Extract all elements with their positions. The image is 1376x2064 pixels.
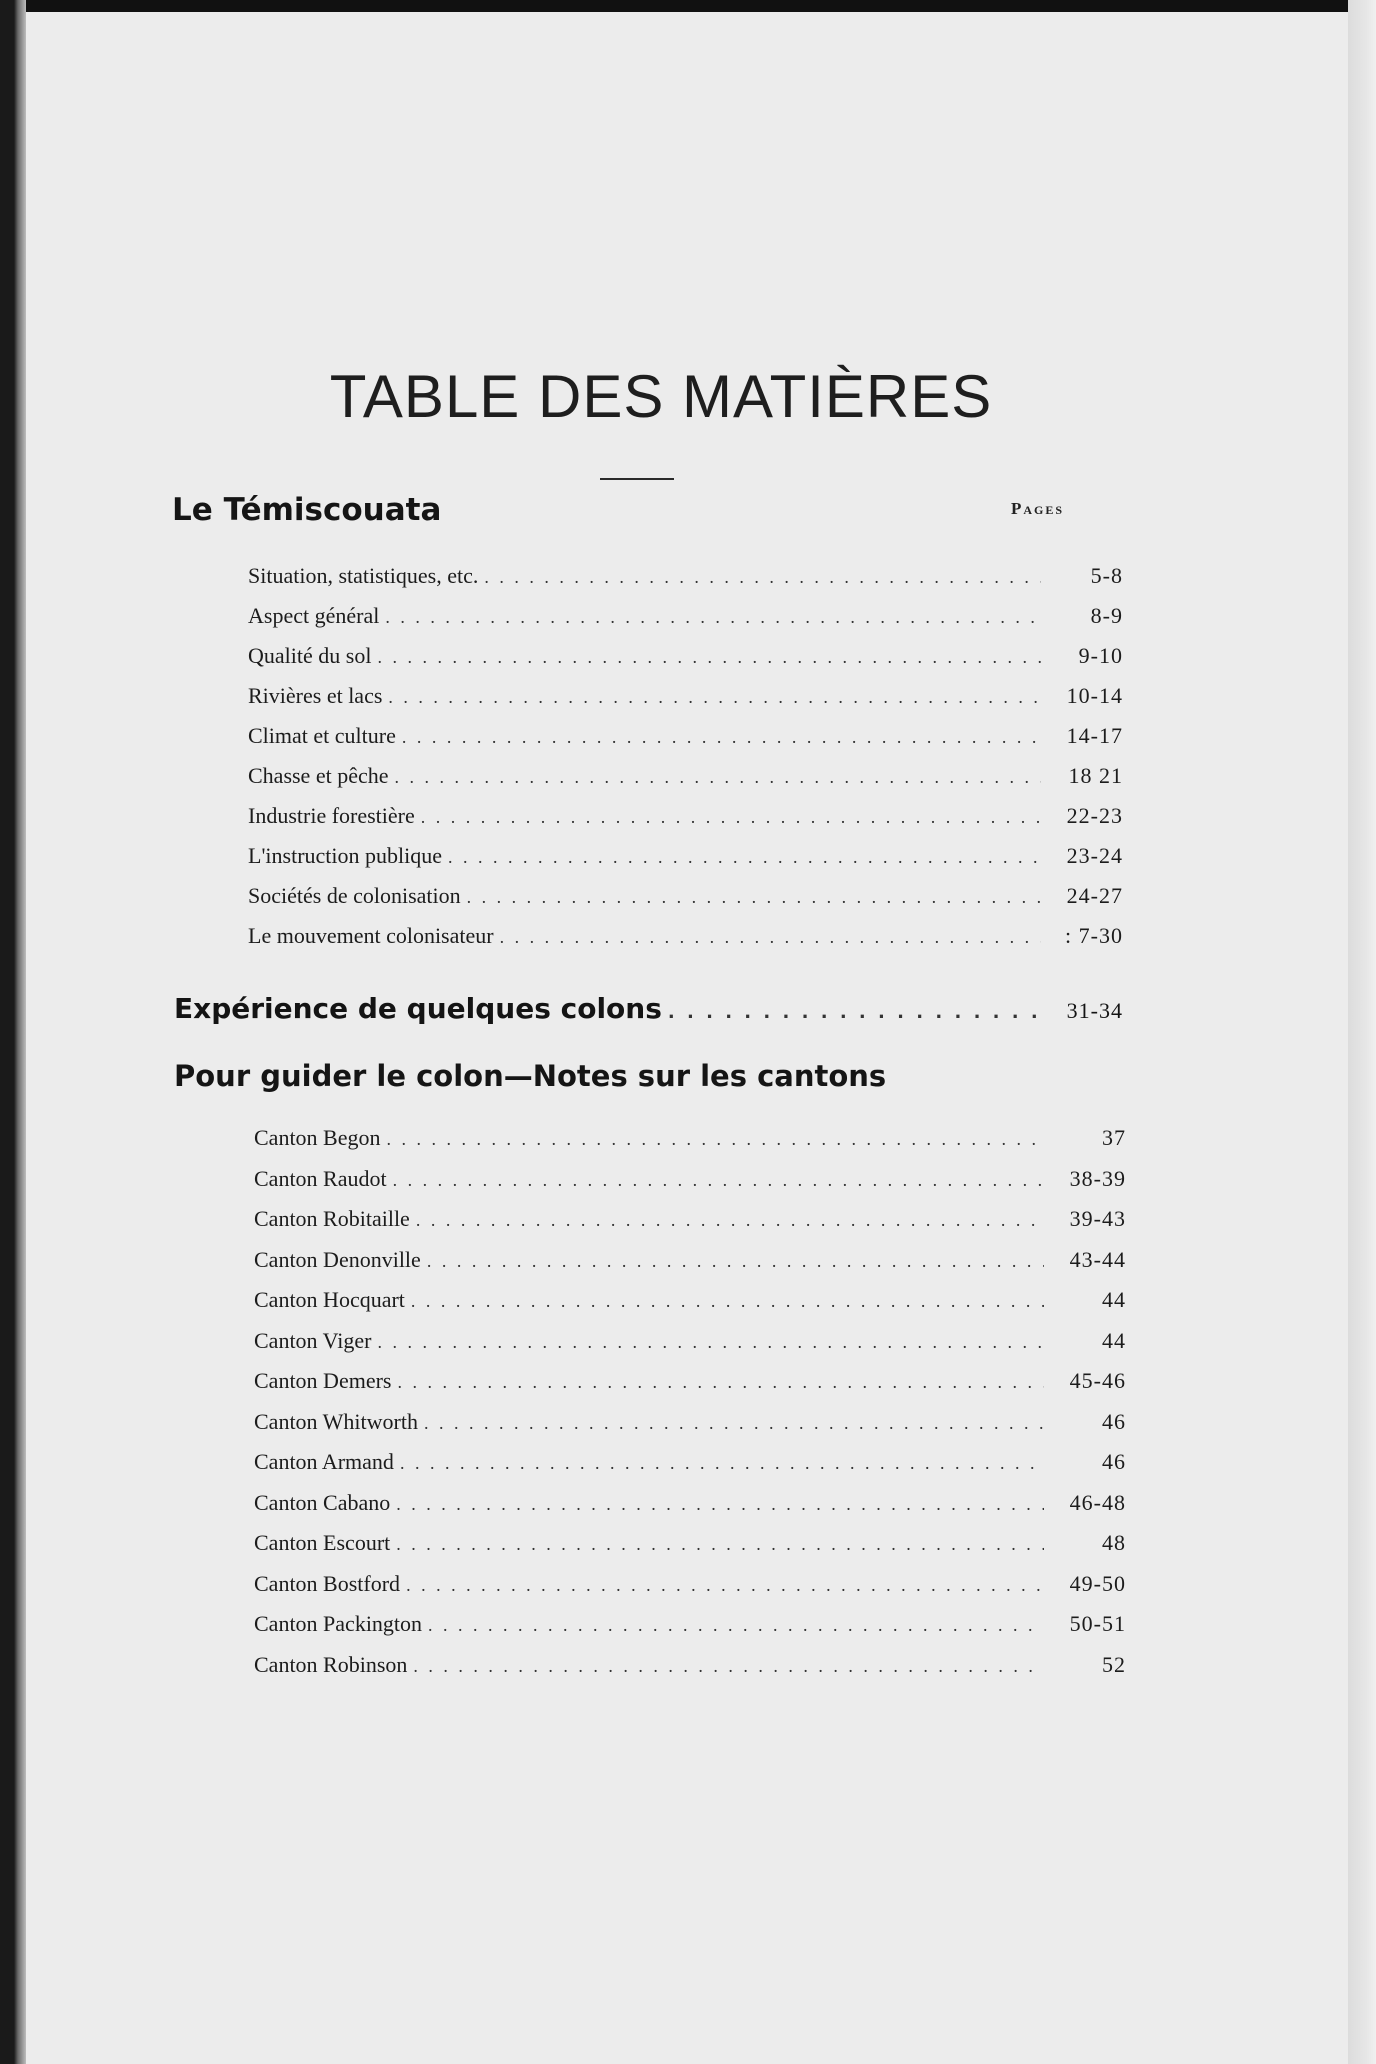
toc-entry (254, 1287, 1126, 1313)
dot-leader (448, 847, 1041, 868)
toc-entry-label: L'instruction publique (248, 843, 442, 868)
toc-entry-pages: 43-44 (1069, 1246, 1126, 1272)
dot-leader (385, 607, 1041, 628)
toc-entry-label: Canton Raudot (254, 1165, 387, 1191)
toc-entry-pages: 8-9 (1090, 603, 1123, 628)
toc-entry-pages: 52 (1102, 1651, 1126, 1677)
toc-entry-pages: 39-43 (1069, 1206, 1126, 1231)
toc-entry (254, 1571, 1126, 1597)
dot-leader (396, 1534, 1044, 1555)
document-page (26, 12, 1348, 2064)
toc-entry-pages: 22-23 (1066, 803, 1123, 828)
toc-entry-pages: 46 (1102, 1449, 1126, 1474)
toc-entry-label: Canton Bostford (254, 1570, 401, 1596)
dot-leader (427, 1251, 1044, 1272)
toc-entry-pages: 31-34 (1066, 998, 1123, 1023)
scan-right-edge (1348, 0, 1376, 2064)
toc-entry-label: Qualité du sol (248, 643, 372, 668)
toc-entry-label: Climat et culture (248, 723, 396, 748)
toc-entry-label: Canton Denonville (254, 1246, 421, 1272)
toc-entry (248, 843, 1123, 869)
toc-entry-pages: : 7-30 (1065, 923, 1123, 948)
toc-entry-label: Canton Packington (254, 1611, 423, 1636)
title-divider (600, 478, 674, 480)
dot-leader (406, 1575, 1044, 1596)
toc-entry-pages: 45-46 (1069, 1368, 1126, 1393)
toc-entry (248, 883, 1123, 909)
pages-column-label: Pages (1011, 499, 1065, 518)
dot-leader (424, 1413, 1044, 1434)
toc-entry-pages: 37 (1102, 1125, 1126, 1150)
toc-entry (254, 1368, 1126, 1394)
toc-entry-label: Rivières et lacs (248, 683, 383, 708)
dot-leader (393, 1170, 1044, 1191)
toc-entry (254, 1449, 1126, 1475)
dot-leader (387, 1129, 1045, 1150)
toc-entry (248, 563, 1123, 589)
toc-entry (254, 1247, 1126, 1273)
toc-entry (254, 1125, 1126, 1151)
toc-entry-label: Canton Whitworth (254, 1408, 418, 1434)
toc-entry-label: Situation, statistiques, etc. (248, 563, 479, 588)
toc-entry-label: Industrie forestière (248, 803, 415, 828)
toc-entry-pages: 49-50 (1069, 1570, 1126, 1596)
dot-leader (396, 1494, 1044, 1515)
toc-entry-label: Canton Escourt (254, 1530, 391, 1555)
toc-entry-label: Canton Begon (254, 1125, 381, 1150)
toc-entry-label: Canton Viger (254, 1327, 372, 1353)
toc-entry-label: Canton Hocquart (254, 1287, 405, 1312)
toc-entry-pages: 50-51 (1069, 1611, 1126, 1636)
toc-entry-label: Expérience de quelques colons (174, 992, 662, 1025)
toc-entry-label: Canton Robinson (254, 1651, 408, 1677)
toc-entry (248, 683, 1123, 709)
toc-entry (248, 803, 1123, 829)
section-heading-temiscouata: Le Témiscouata (172, 492, 442, 528)
toc-entry (254, 1166, 1126, 1192)
toc-entry (254, 1409, 1126, 1435)
toc-entry (254, 1490, 1126, 1516)
toc-entry-label: Canton Armand (254, 1449, 394, 1474)
toc-entry (248, 603, 1123, 629)
dot-leader (421, 807, 1041, 828)
dot-leader (411, 1291, 1044, 1312)
dot-leader (377, 647, 1041, 668)
toc-entry (254, 1652, 1126, 1678)
dot-leader (484, 567, 1041, 588)
toc-entry-label: Canton Cabano (254, 1489, 391, 1515)
toc-entry-pages: 24-27 (1066, 883, 1123, 908)
dot-leader (416, 1210, 1044, 1231)
toc-entry-pages: 46 (1102, 1408, 1126, 1434)
toc-entry-pages: 9-10 (1078, 643, 1123, 668)
dot-leader (500, 927, 1041, 948)
toc-entry-label: Le mouvement colonisateur (248, 923, 494, 948)
toc-entry-label: Canton Robitaille (254, 1206, 410, 1231)
toc-entry-pages: 44 (1102, 1327, 1126, 1353)
dot-leader (428, 1615, 1044, 1636)
toc-entry-pages: 46-48 (1069, 1489, 1126, 1515)
toc-entry (248, 643, 1123, 669)
toc-entry-experience (174, 992, 1123, 1025)
toc-entry-pages: 38-39 (1069, 1165, 1126, 1191)
toc-entry-pages: 18 21 (1068, 763, 1123, 788)
toc-entry-pages: 5-8 (1090, 563, 1123, 588)
toc-entry-label: Sociétés de colonisation (248, 883, 461, 908)
toc-entry (254, 1328, 1126, 1354)
toc-entry (254, 1530, 1126, 1556)
dot-leader (668, 1002, 1041, 1023)
toc-entry (254, 1206, 1126, 1232)
toc-entry (254, 1611, 1126, 1637)
scan-binding-edge (0, 0, 26, 2064)
toc-entry (248, 763, 1123, 789)
dot-leader (377, 1332, 1044, 1353)
dot-leader (397, 1372, 1044, 1393)
dot-leader (402, 727, 1041, 748)
toc-entry (248, 723, 1123, 749)
toc-entry-pages: 10-14 (1066, 683, 1123, 708)
toc-entry-label: Canton Demers (254, 1368, 392, 1393)
dot-leader (395, 767, 1042, 788)
section-heading-cantons: Pour guider le colon—Notes sur les cantons (174, 1059, 887, 1093)
toc-entry-pages: 48 (1102, 1530, 1126, 1555)
toc-entry-label: Aspect général (248, 603, 380, 628)
toc-entry-pages: 14-17 (1066, 723, 1123, 748)
scan-top-edge (0, 0, 1376, 12)
toc-entry-label: Chasse et pêche (248, 763, 389, 788)
toc-entry (248, 923, 1123, 949)
page-title: TABLE DES MATIÈRES (329, 363, 993, 430)
toc-entry-pages: 44 (1102, 1287, 1126, 1312)
dot-leader (388, 687, 1041, 708)
dot-leader (400, 1453, 1044, 1474)
dot-leader (413, 1656, 1044, 1677)
dot-leader (467, 887, 1041, 908)
toc-entry-pages: 23-24 (1066, 843, 1123, 868)
